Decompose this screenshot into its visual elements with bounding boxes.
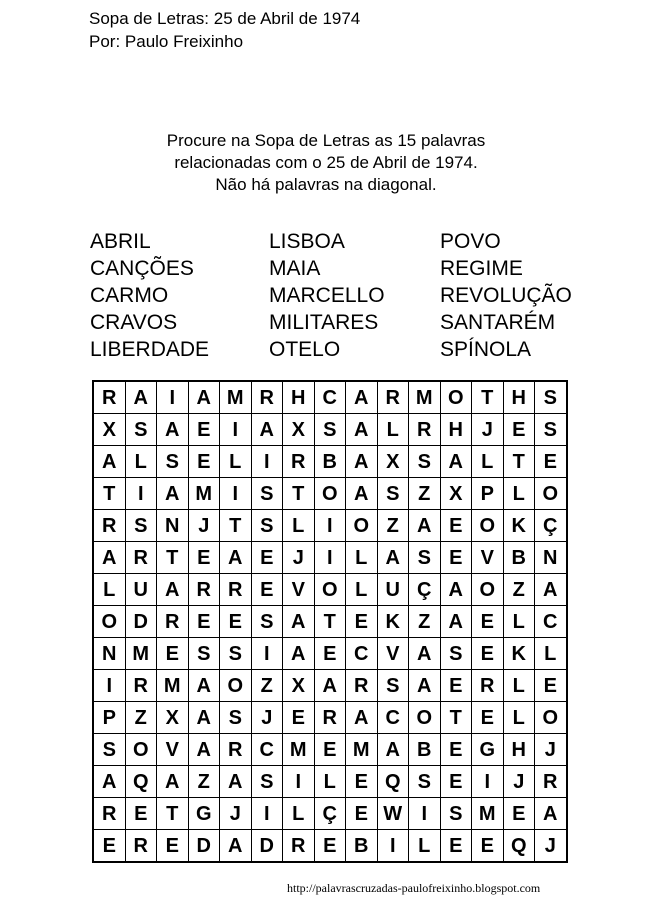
grid-cell[interactable]: M <box>188 478 220 510</box>
grid-cell[interactable]: Ç <box>409 574 441 606</box>
grid-cell[interactable]: Ç <box>314 798 346 830</box>
grid-cell[interactable]: W <box>377 798 409 830</box>
grid-cell[interactable]: I <box>409 798 441 830</box>
grid-cell[interactable]: S <box>93 734 125 766</box>
grid-cell[interactable]: L <box>503 670 535 702</box>
grid-cell[interactable]: E <box>440 830 472 863</box>
word-item: REGIME <box>440 257 523 280</box>
grid-cell[interactable]: E <box>188 606 220 638</box>
grid-cell[interactable]: A <box>346 381 378 414</box>
word-item: POVO <box>440 230 501 253</box>
grid-cell[interactable]: E <box>346 798 378 830</box>
grid-cell[interactable]: R <box>346 670 378 702</box>
grid-cell[interactable]: R <box>472 670 504 702</box>
grid-cell[interactable]: T <box>314 606 346 638</box>
grid-cell[interactable]: E <box>251 574 283 606</box>
grid-cell[interactable]: H <box>283 381 315 414</box>
grid-cell[interactable]: R <box>93 381 125 414</box>
grid-cell[interactable]: E <box>188 414 220 446</box>
word-item: SPÍNOLA <box>440 338 532 361</box>
grid-cell[interactable]: S <box>440 638 472 670</box>
grid-cell[interactable]: A <box>125 381 157 414</box>
grid-cell[interactable]: L <box>283 798 315 830</box>
grid-cell[interactable]: K <box>503 510 535 542</box>
grid-cell[interactable]: S <box>157 446 189 478</box>
word-list <box>0 228 672 368</box>
grid-cell[interactable]: I <box>251 638 283 670</box>
grid-row <box>93 702 567 734</box>
grid-cell[interactable]: M <box>472 798 504 830</box>
grid-cell[interactable]: R <box>314 702 346 734</box>
grid-cell[interactable]: Z <box>377 510 409 542</box>
grid-cell[interactable]: C <box>251 734 283 766</box>
grid-cell[interactable]: A <box>188 702 220 734</box>
grid-cell[interactable]: X <box>283 414 315 446</box>
grid-cell[interactable]: R <box>188 574 220 606</box>
word-item: LIBERDADE <box>90 338 210 361</box>
word-item: CANÇÕES <box>90 257 194 280</box>
grid-cell[interactable]: V <box>472 542 504 574</box>
grid-cell[interactable]: A <box>93 766 125 798</box>
grid-cell[interactable]: I <box>283 766 315 798</box>
grid-row <box>93 606 567 638</box>
instruction-line: Não há palavras na diagonal. <box>215 175 437 194</box>
grid-cell[interactable]: L <box>346 542 378 574</box>
word-column-2 <box>269 228 385 363</box>
author-line: Por: Paulo Freixinho <box>89 32 244 51</box>
grid-cell[interactable]: X <box>93 414 125 446</box>
grid-row <box>93 638 567 670</box>
grid-row <box>93 670 567 702</box>
grid-cell[interactable]: U <box>125 574 157 606</box>
word-item: LISBOA <box>269 230 345 253</box>
grid-cell[interactable]: A <box>157 766 189 798</box>
grid-cell[interactable]: I <box>314 510 346 542</box>
grid-cell[interactable]: O <box>440 381 472 414</box>
grid-cell[interactable]: T <box>93 478 125 510</box>
grid-cell[interactable]: R <box>377 381 409 414</box>
grid-cell[interactable]: R <box>220 734 252 766</box>
grid-cell[interactable]: O <box>125 734 157 766</box>
grid-cell[interactable]: S <box>535 414 567 446</box>
grid-cell[interactable]: S <box>125 414 157 446</box>
grid-row <box>93 542 567 574</box>
grid-cell[interactable]: M <box>125 638 157 670</box>
grid-cell[interactable]: G <box>188 798 220 830</box>
grid-cell[interactable]: A <box>409 510 441 542</box>
grid-cell[interactable]: T <box>283 478 315 510</box>
grid-cell[interactable]: R <box>535 766 567 798</box>
grid-cell[interactable]: E <box>314 638 346 670</box>
grid-cell[interactable]: E <box>472 606 504 638</box>
grid-cell[interactable]: O <box>346 510 378 542</box>
grid-cell[interactable]: R <box>409 414 441 446</box>
grid-cell[interactable]: S <box>220 638 252 670</box>
grid-cell[interactable]: L <box>472 446 504 478</box>
grid-cell[interactable]: J <box>535 734 567 766</box>
grid-cell[interactable]: E <box>93 830 125 863</box>
grid-cell[interactable]: K <box>503 638 535 670</box>
grid-cell[interactable]: I <box>472 766 504 798</box>
grid-cell[interactable]: Z <box>409 606 441 638</box>
word-column-3 <box>440 228 572 363</box>
grid-cell[interactable]: J <box>503 766 535 798</box>
grid-cell[interactable]: E <box>440 510 472 542</box>
grid-cell[interactable]: L <box>377 414 409 446</box>
grid-row <box>93 830 567 863</box>
grid-cell[interactable]: L <box>220 446 252 478</box>
grid-cell[interactable]: E <box>188 446 220 478</box>
grid-cell[interactable]: T <box>472 381 504 414</box>
word-item: CARMO <box>90 284 169 307</box>
grid-cell[interactable]: Z <box>503 574 535 606</box>
grid-cell[interactable]: V <box>157 734 189 766</box>
grid-cell[interactable]: R <box>157 606 189 638</box>
grid-cell[interactable]: T <box>440 702 472 734</box>
instructions <box>0 130 652 196</box>
grid-cell[interactable]: B <box>346 830 378 863</box>
grid-cell[interactable]: C <box>314 381 346 414</box>
grid-cell[interactable]: P <box>93 702 125 734</box>
grid-cell[interactable]: R <box>251 381 283 414</box>
grid-cell[interactable]: A <box>409 638 441 670</box>
grid-cell[interactable]: I <box>220 478 252 510</box>
grid-cell[interactable]: E <box>503 798 535 830</box>
word-item: CRAVOS <box>90 311 178 334</box>
grid-cell[interactable]: A <box>283 638 315 670</box>
grid-cell[interactable]: J <box>220 798 252 830</box>
grid-cell[interactable]: X <box>283 670 315 702</box>
grid-cell[interactable]: J <box>188 510 220 542</box>
grid-cell[interactable]: R <box>220 574 252 606</box>
grid-cell[interactable]: L <box>93 574 125 606</box>
grid-row <box>93 798 567 830</box>
grid-cell[interactable]: O <box>535 702 567 734</box>
grid-cell[interactable]: A <box>188 734 220 766</box>
grid-cell[interactable]: A <box>440 606 472 638</box>
grid-cell[interactable]: A <box>535 574 567 606</box>
grid-cell[interactable]: L <box>503 478 535 510</box>
grid-cell[interactable]: E <box>535 670 567 702</box>
grid-cell[interactable]: M <box>157 670 189 702</box>
grid-cell[interactable]: L <box>125 446 157 478</box>
grid-cell[interactable]: B <box>409 734 441 766</box>
grid-row <box>93 510 567 542</box>
grid-cell[interactable]: P <box>472 478 504 510</box>
grid-cell[interactable]: C <box>377 702 409 734</box>
grid-cell[interactable]: R <box>283 446 315 478</box>
grid-row <box>93 381 567 414</box>
grid-cell[interactable]: L <box>503 702 535 734</box>
grid-cell[interactable]: J <box>472 414 504 446</box>
grid-cell[interactable]: E <box>440 670 472 702</box>
grid-cell[interactable]: A <box>377 734 409 766</box>
grid-cell[interactable]: S <box>377 478 409 510</box>
grid-cell[interactable]: B <box>314 446 346 478</box>
grid-cell[interactable]: N <box>157 510 189 542</box>
grid-cell[interactable]: E <box>283 702 315 734</box>
grid-cell[interactable]: S <box>251 478 283 510</box>
grid-cell[interactable]: D <box>125 606 157 638</box>
grid-cell[interactable]: H <box>503 381 535 414</box>
grid-cell[interactable]: I <box>377 830 409 863</box>
grid-cell[interactable]: A <box>188 670 220 702</box>
grid-cell[interactable]: J <box>251 702 283 734</box>
grid-cell[interactable]: J <box>283 542 315 574</box>
word-item: ABRIL <box>90 230 151 253</box>
grid-cell[interactable]: L <box>535 638 567 670</box>
grid-cell[interactable]: B <box>503 542 535 574</box>
grid-cell[interactable]: E <box>346 766 378 798</box>
grid-cell[interactable]: L <box>283 510 315 542</box>
grid-cell[interactable]: A <box>314 670 346 702</box>
grid-cell[interactable]: H <box>440 414 472 446</box>
grid-cell[interactable]: O <box>472 510 504 542</box>
grid-cell[interactable]: A <box>377 542 409 574</box>
grid-cell[interactable]: K <box>377 606 409 638</box>
word-item: REVOLUÇÃO <box>440 284 572 307</box>
grid-cell[interactable]: A <box>251 414 283 446</box>
grid-cell[interactable]: I <box>157 381 189 414</box>
grid-cell[interactable]: V <box>377 638 409 670</box>
grid-cell[interactable]: A <box>157 478 189 510</box>
grid-cell[interactable]: T <box>503 446 535 478</box>
grid-cell[interactable]: E <box>472 702 504 734</box>
grid-cell[interactable]: R <box>125 830 157 863</box>
grid-cell[interactable]: S <box>314 414 346 446</box>
grid-cell[interactable]: I <box>314 542 346 574</box>
grid-cell[interactable]: J <box>535 830 567 863</box>
page-header <box>89 7 360 53</box>
grid-cell[interactable]: X <box>377 446 409 478</box>
grid-cell[interactable]: A <box>346 478 378 510</box>
grid-cell[interactable]: S <box>251 510 283 542</box>
grid-cell[interactable]: I <box>125 478 157 510</box>
grid-cell[interactable]: O <box>314 478 346 510</box>
grid-cell[interactable]: Q <box>377 766 409 798</box>
grid-cell[interactable]: G <box>472 734 504 766</box>
grid-cell[interactable]: D <box>251 830 283 863</box>
grid-cell[interactable]: S <box>251 766 283 798</box>
instruction-line: Procure na Sopa de Letras as 15 palavras <box>166 131 486 150</box>
grid-cell[interactable]: X <box>157 702 189 734</box>
grid-cell[interactable]: S <box>377 670 409 702</box>
grid-cell[interactable]: M <box>283 734 315 766</box>
grid-cell[interactable]: S <box>125 510 157 542</box>
grid-cell[interactable]: S <box>409 542 441 574</box>
grid-cell[interactable]: R <box>125 670 157 702</box>
grid-cell[interactable]: N <box>535 542 567 574</box>
grid-cell[interactable]: O <box>220 670 252 702</box>
grid-cell[interactable]: E <box>472 830 504 863</box>
grid-row <box>93 414 567 446</box>
grid-cell[interactable]: X <box>440 478 472 510</box>
grid-cell[interactable]: A <box>346 446 378 478</box>
grid-cell[interactable]: A <box>157 574 189 606</box>
grid-cell[interactable]: A <box>220 542 252 574</box>
grid-cell[interactable]: R <box>283 830 315 863</box>
grid-row <box>93 446 567 478</box>
word-item: MARCELLO <box>269 284 385 307</box>
grid-cell[interactable]: V <box>283 574 315 606</box>
grid-cell[interactable]: A <box>283 606 315 638</box>
letter-grid <box>92 380 568 863</box>
grid-cell[interactable]: S <box>251 606 283 638</box>
page-title: Sopa de Letras: 25 de Abril de 1974 <box>89 9 361 28</box>
grid-cell[interactable]: A <box>346 702 378 734</box>
grid-cell[interactable]: L <box>314 766 346 798</box>
grid-cell[interactable]: C <box>346 638 378 670</box>
grid-cell[interactable]: O <box>409 702 441 734</box>
grid-cell[interactable]: I <box>93 670 125 702</box>
word-column-1 <box>90 228 209 363</box>
word-item: SANTARÉM <box>440 311 556 334</box>
grid-cell[interactable]: S <box>220 702 252 734</box>
grid-cell[interactable]: E <box>251 542 283 574</box>
grid-cell[interactable]: Z <box>188 766 220 798</box>
grid-cell[interactable]: T <box>157 798 189 830</box>
grid-cell[interactable]: A <box>220 766 252 798</box>
grid-cell[interactable]: C <box>535 606 567 638</box>
grid-cell[interactable]: Z <box>409 478 441 510</box>
grid-cell[interactable]: A <box>157 414 189 446</box>
grid-cell[interactable]: E <box>125 798 157 830</box>
grid-cell[interactable]: S <box>409 446 441 478</box>
grid-cell[interactable]: L <box>409 830 441 863</box>
grid-cell[interactable]: S <box>440 798 472 830</box>
grid-cell[interactable]: E <box>440 734 472 766</box>
grid-cell[interactable]: S <box>535 381 567 414</box>
grid-cell[interactable]: E <box>314 830 346 863</box>
grid-cell[interactable]: N <box>93 638 125 670</box>
grid-cell[interactable]: Ç <box>535 510 567 542</box>
grid-cell[interactable]: A <box>220 830 252 863</box>
grid-cell[interactable]: D <box>188 830 220 863</box>
grid-cell[interactable]: R <box>93 798 125 830</box>
grid-cell[interactable]: A <box>440 574 472 606</box>
word-item: OTELO <box>269 338 341 361</box>
grid-row <box>93 574 567 606</box>
grid-cell[interactable]: E <box>314 734 346 766</box>
grid-cell[interactable]: E <box>188 542 220 574</box>
grid-cell[interactable]: A <box>535 798 567 830</box>
grid-cell[interactable]: M <box>409 381 441 414</box>
grid-cell[interactable]: A <box>409 670 441 702</box>
grid-cell[interactable]: R <box>93 510 125 542</box>
source-url: http://palavrascruzadas-paulofreixinho.blogspot.com <box>287 881 541 895</box>
grid-cell[interactable]: E <box>535 446 567 478</box>
grid-cell[interactable]: L <box>346 574 378 606</box>
grid-cell[interactable]: S <box>188 638 220 670</box>
grid-cell[interactable]: Q <box>503 830 535 863</box>
word-item: MAIA <box>269 257 321 280</box>
grid-cell[interactable]: A <box>93 542 125 574</box>
grid-cell[interactable]: Q <box>125 766 157 798</box>
grid-row <box>93 478 567 510</box>
grid-cell[interactable]: E <box>472 638 504 670</box>
grid-cell[interactable]: E <box>157 638 189 670</box>
grid-cell[interactable]: T <box>220 510 252 542</box>
grid-cell[interactable]: I <box>251 798 283 830</box>
grid-cell[interactable]: A <box>93 446 125 478</box>
grid-cell[interactable]: H <box>503 734 535 766</box>
grid-row <box>93 766 567 798</box>
grid-row <box>93 734 567 766</box>
grid-cell[interactable]: Z <box>251 670 283 702</box>
grid-cell[interactable]: U <box>377 574 409 606</box>
grid-cell[interactable]: A <box>188 381 220 414</box>
grid-cell[interactable]: O <box>472 574 504 606</box>
grid-cell[interactable]: O <box>314 574 346 606</box>
instruction-line: relacionadas com o 25 de Abril de 1974. <box>174 153 478 172</box>
word-item: MILITARES <box>269 311 379 334</box>
grid-cell[interactable]: A <box>440 446 472 478</box>
grid-cell[interactable]: E <box>440 542 472 574</box>
grid-cell[interactable]: M <box>220 381 252 414</box>
grid-cell[interactable]: O <box>535 478 567 510</box>
grid-cell[interactable]: M <box>346 734 378 766</box>
grid-cell[interactable]: E <box>157 830 189 863</box>
grid-cell[interactable]: S <box>409 766 441 798</box>
grid-cell[interactable]: R <box>125 542 157 574</box>
grid-cell[interactable]: E <box>503 414 535 446</box>
grid-cell[interactable]: O <box>93 606 125 638</box>
grid-cell[interactable]: I <box>220 414 252 446</box>
grid-cell[interactable]: E <box>346 606 378 638</box>
grid-cell[interactable]: Z <box>125 702 157 734</box>
grid-cell[interactable]: I <box>251 446 283 478</box>
grid-cell[interactable]: T <box>157 542 189 574</box>
grid-cell[interactable]: L <box>503 606 535 638</box>
grid-cell[interactable]: E <box>440 766 472 798</box>
grid-cell[interactable]: A <box>346 414 378 446</box>
grid-cell[interactable]: E <box>220 606 252 638</box>
